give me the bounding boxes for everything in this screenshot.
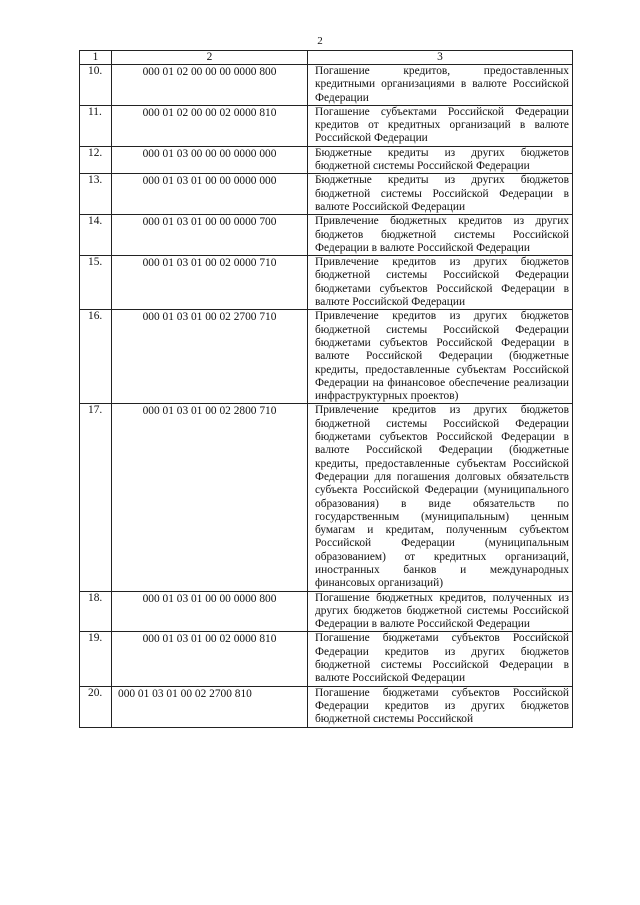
budget-code: 000 01 03 01 00 00 0000 700	[112, 215, 308, 256]
budget-code: 000 01 02 00 00 02 0000 810	[112, 105, 308, 146]
table-row	[80, 686, 573, 727]
budget-code: 000 01 03 01 00 02 2800 710	[112, 404, 308, 591]
column-header-code: 2	[112, 51, 308, 65]
table-row	[80, 105, 573, 146]
row-number: 15.	[80, 256, 112, 310]
row-description: Погашение бюджетных кредитов, полученных из других бюджетов бюджетной системы Российской Федерации в валюте Российской Федерации	[308, 591, 573, 632]
column-header-number: 1	[80, 51, 112, 65]
row-number: 20.	[80, 686, 112, 727]
table-row	[80, 174, 573, 215]
table-row	[80, 310, 573, 404]
budget-code: 000 01 03 00 00 00 0000 000	[112, 146, 308, 174]
row-description: Бюджетные кредиты из других бюджетов бюджетной системы Российской Федерации	[308, 146, 573, 174]
page-number: 2	[317, 35, 323, 47]
table-row	[80, 632, 573, 686]
table-row	[80, 404, 573, 591]
table-row	[80, 591, 573, 632]
row-number: 11.	[80, 105, 112, 146]
row-number: 10.	[80, 65, 112, 106]
row-description: Погашение кредитов, предоставленных кредитными организациями в валюте Российской Федерации	[308, 65, 573, 106]
row-description: Привлечение бюджетных кредитов из других бюджетов бюджетной системы Российской Федерации в валюте Российской Федерации	[308, 215, 573, 256]
row-description: Погашение бюджетами субъектов Российской Федерации кредитов из других бюджетов бюджетной системы Российской	[308, 686, 573, 727]
table-row	[80, 146, 573, 174]
row-number: 13.	[80, 174, 112, 215]
row-number: 14.	[80, 215, 112, 256]
budget-code: 000 01 02 00 00 00 0000 800	[112, 65, 308, 106]
row-description: Бюджетные кредиты из других бюджетов бюджетной системы Российской Федерации в валюте Российской Федерации	[308, 174, 573, 215]
row-number: 12.	[80, 146, 112, 174]
budget-code: 000 01 03 01 00 02 0000 710	[112, 256, 308, 310]
table-row	[80, 215, 573, 256]
row-description: Привлечение кредитов из других бюджетов бюджетной системы Российской Федерации бюджетами субъектов Российской Федерации в валюте Российской Федерации	[308, 256, 573, 310]
row-description: Привлечение кредитов из других бюджетов бюджетной системы Российской Федерации бюджетами субъектов Российской Федерации в валюте Российской Федерации (бюджетные кредиты, предоставленные субъектам Российской Федерации для погашения долговых обязательств субъекта Российской Федерации (муниципального образования) в виде обязательств по государственным (муниципальным) ценным бумагам и кредитам, полученным субъектом Российской Федерации (муниципальным образованием) от кредитных организаций, иностранных банков и международных финансовых организаций)	[308, 404, 573, 591]
table-row	[80, 256, 573, 310]
row-number: 17.	[80, 404, 112, 591]
table-header-row	[80, 51, 573, 65]
row-description: Погашение субъектами Российской Федерации кредитов от кредитных организаций в валюте Российской Федерации	[308, 105, 573, 146]
budget-codes-table	[79, 50, 573, 728]
budget-code: 000 01 03 01 00 02 2700 810	[112, 686, 308, 727]
budget-code: 000 01 03 01 00 02 0000 810	[112, 632, 308, 686]
table-row	[80, 65, 573, 106]
row-number: 19.	[80, 632, 112, 686]
row-description: Привлечение кредитов из других бюджетов бюджетной системы Российской Федерации бюджетами субъектов Российской Федерации в валюте Российской Федерации (бюджетные кредиты, предоставленные субъектам Российской Федерации на финансовое обеспечение реализации инфраструктурных проектов)	[308, 310, 573, 404]
row-number: 16.	[80, 310, 112, 404]
row-description: Погашение бюджетами субъектов Российской Федерации кредитов из других бюджетов бюджетной системы Российской Федерации в валюте Российской Федерации	[308, 632, 573, 686]
budget-code: 000 01 03 01 00 02 2700 710	[112, 310, 308, 404]
row-number: 18.	[80, 591, 112, 632]
column-header-description: 3	[308, 51, 573, 65]
budget-code: 000 01 03 01 00 00 0000 000	[112, 174, 308, 215]
budget-code: 000 01 03 01 00 00 0000 800	[112, 591, 308, 632]
